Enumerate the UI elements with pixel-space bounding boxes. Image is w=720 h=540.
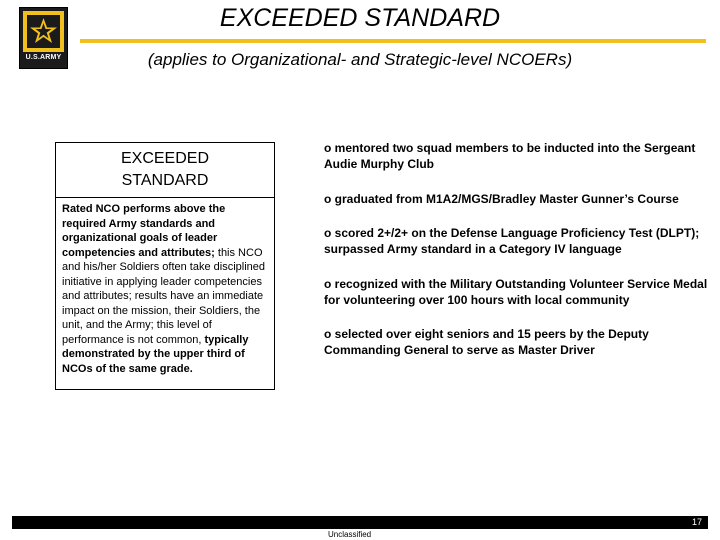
- title-underline-bar: [80, 39, 706, 43]
- footer-bar: [12, 516, 708, 529]
- standard-box-heading-line2: STANDARD: [121, 172, 209, 189]
- page-subtitle: (applies to Organizational- and Strategic-level NCOERs): [147, 50, 573, 69]
- page-number: 17: [691, 517, 702, 527]
- description-bold-part-1: Rated NCO performs above the required Army standards and organizational goals of leader competencies and attributes;: [62, 203, 226, 259]
- bullet-item: o selected over eight seniors and 15 peers by the Deputy Commanding General to serve as Master Driver: [324, 327, 649, 357]
- bullet-item: o recognized with the Military Outstanding Volunteer Service Medal for volunteering over 100 hours with local community: [324, 277, 708, 307]
- bullet-item: o mentored two squad members to be inducted into the Sergeant Audie Murphy Club: [324, 141, 696, 171]
- logo-text: U.S.ARMY: [25, 54, 62, 61]
- standard-box-heading: [56, 143, 274, 198]
- bullet-item: o graduated from M1A2/MGS/Bradley Master Gunner’s Course: [324, 192, 679, 206]
- classification-label: Unclassified: [328, 530, 372, 539]
- description-bold-part-2: typically demonstrated by the upper third of NCOs of the same grade.: [62, 333, 249, 375]
- description-normal-part: this NCO and his/her Soldiers often take disciplined initiative in applying leader competencies and attributes; results have an immediate impact on the mission, their Soldiers, the unit, and the Army; this level of performance is not common,: [62, 246, 266, 346]
- bullet-item: o scored 2+/2+ on the Defense Language Proficiency Test (DLPT); surpassed Army standard in a Category IV language: [324, 226, 700, 256]
- standard-box-description: [56, 198, 274, 376]
- page-title: EXCEEDED STANDARD: [219, 4, 501, 32]
- standard-definition-box: [55, 142, 275, 390]
- standard-box-heading-line1: EXCEEDED: [120, 150, 210, 167]
